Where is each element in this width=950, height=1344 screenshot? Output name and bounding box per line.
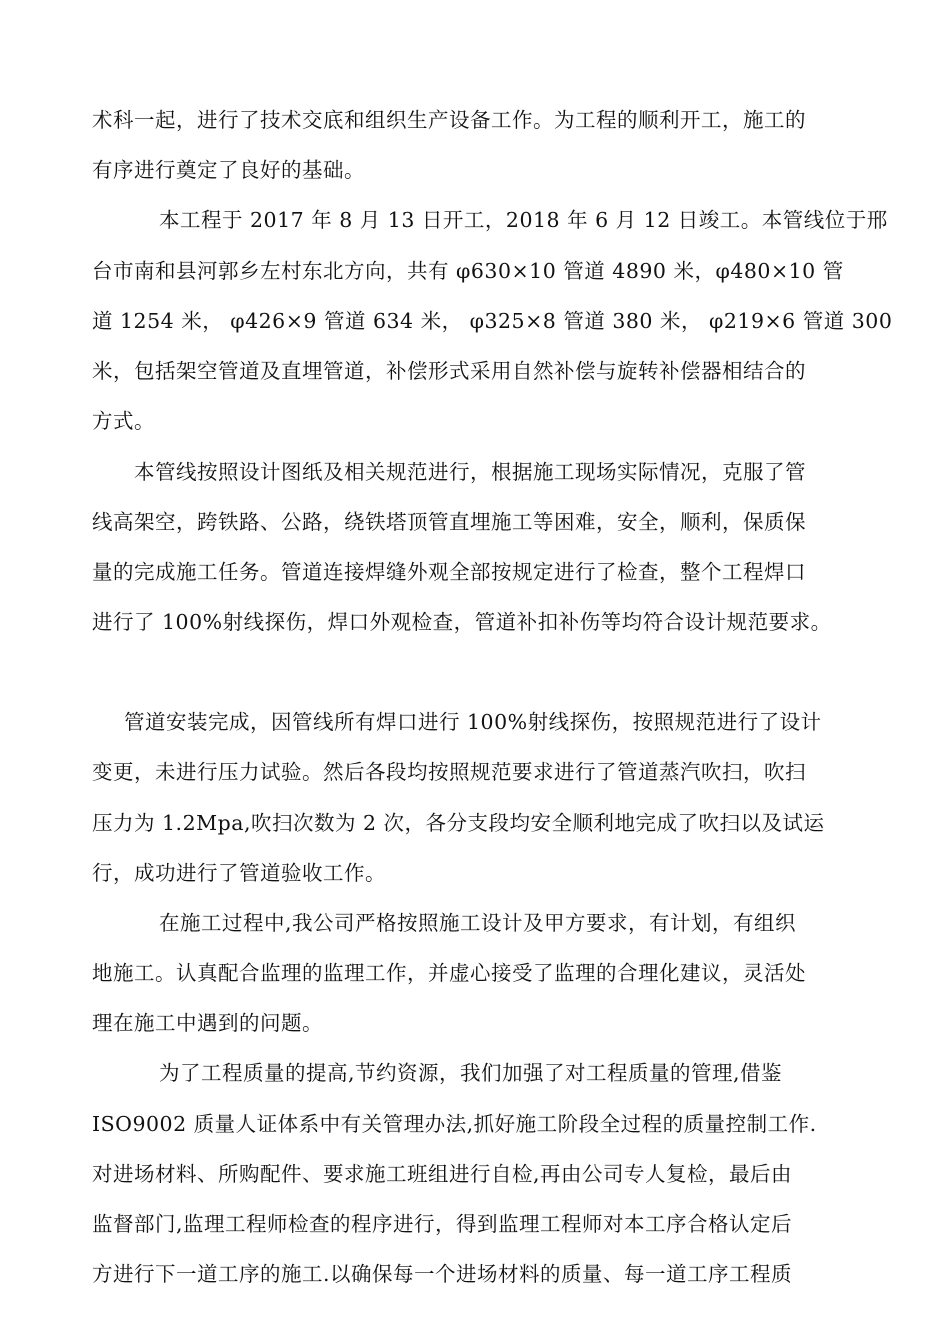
text-line: 本工程于 2017 年 8 月 13 日开工，2018 年 6 月 12 日竣工。本管线位于邢 (159, 208, 888, 232)
text-line: 地施工。认真配合监理的监理工作，并虚心接受了监理的合理化建议，灵活处 (92, 961, 806, 985)
text-line: 方式。 (92, 409, 155, 433)
text-line: 压力为 1.2Mpa,吹扫次数为 2 次，各分支段均安全顺利地完成了吹扫以及试运 (92, 811, 825, 835)
text-line: 本管线按照设计图纸及相关规范进行，根据施工现场实际情况，克服了管 (134, 460, 806, 484)
text-line: 有序进行奠定了良好的基础。 (92, 158, 365, 182)
text-line: ISO9002 质量人证体系中有关管理办法,抓好施工阶段全过程的质量控制工作. (92, 1112, 817, 1136)
text-line: 监督部门,监理工程师检查的程序进行，得到监理工程师对本工序合格认定后 (92, 1212, 793, 1236)
text-line: 变更，未进行压力试验。然后各段均按照规范要求进行了管道蒸汽吹扫，吹扫 (92, 760, 806, 784)
text-line: 台市南和县河郭乡左村东北方向，共有 φ630×10 管道 4890 米，φ480×10 管 (92, 259, 844, 283)
text-line: 行，成功进行了管道验收工作。 (92, 861, 386, 885)
text-line: 在施工过程中,我公司严格按照施工设计及甲方要求，有计划，有组织 (159, 911, 797, 935)
text-line: 对进场材料、所购配件、要求施工班组进行自检,再由公司专人复检，最后由 (92, 1162, 793, 1186)
text-line: 量的完成施工任务。管道连接焊缝外观全部按规定进行了检查，整个工程焊口 (92, 560, 806, 584)
text-line: 米，包括架空管道及直埋管道，补偿形式采用自然补偿与旋转补偿器相结合的 (92, 359, 806, 383)
text-line: 术科一起，进行了技术交底和组织生产设备工作。为工程的顺利开工，施工的 (92, 108, 806, 132)
text-line: 方进行下一道工序的施工.以确保每一个进场材料的质量、每一道工序工程质 (92, 1262, 793, 1286)
text-line: 管道安装完成，因管线所有焊口进行 100%射线探伤，按照规范进行了设计 (124, 710, 822, 734)
text-line: 进行了 100%射线探伤，焊口外观检查，管道补扣补伤等均符合设计规范要求。 (92, 610, 832, 634)
text-line: 线高架空，跨铁路、公路，绕铁塔顶管直埋施工等困难，安全，顺利，保质保 (92, 510, 806, 534)
text-line: 道 1254 米， φ426×9 管道 634 米， φ325×8 管道 380 米， φ219×6 管道 300 (92, 309, 893, 333)
text-line: 理在施工中遇到的问题。 (92, 1011, 323, 1035)
text-line: 为了工程质量的提高,节约资源，我们加强了对工程质量的管理,借鉴 (159, 1061, 783, 1085)
